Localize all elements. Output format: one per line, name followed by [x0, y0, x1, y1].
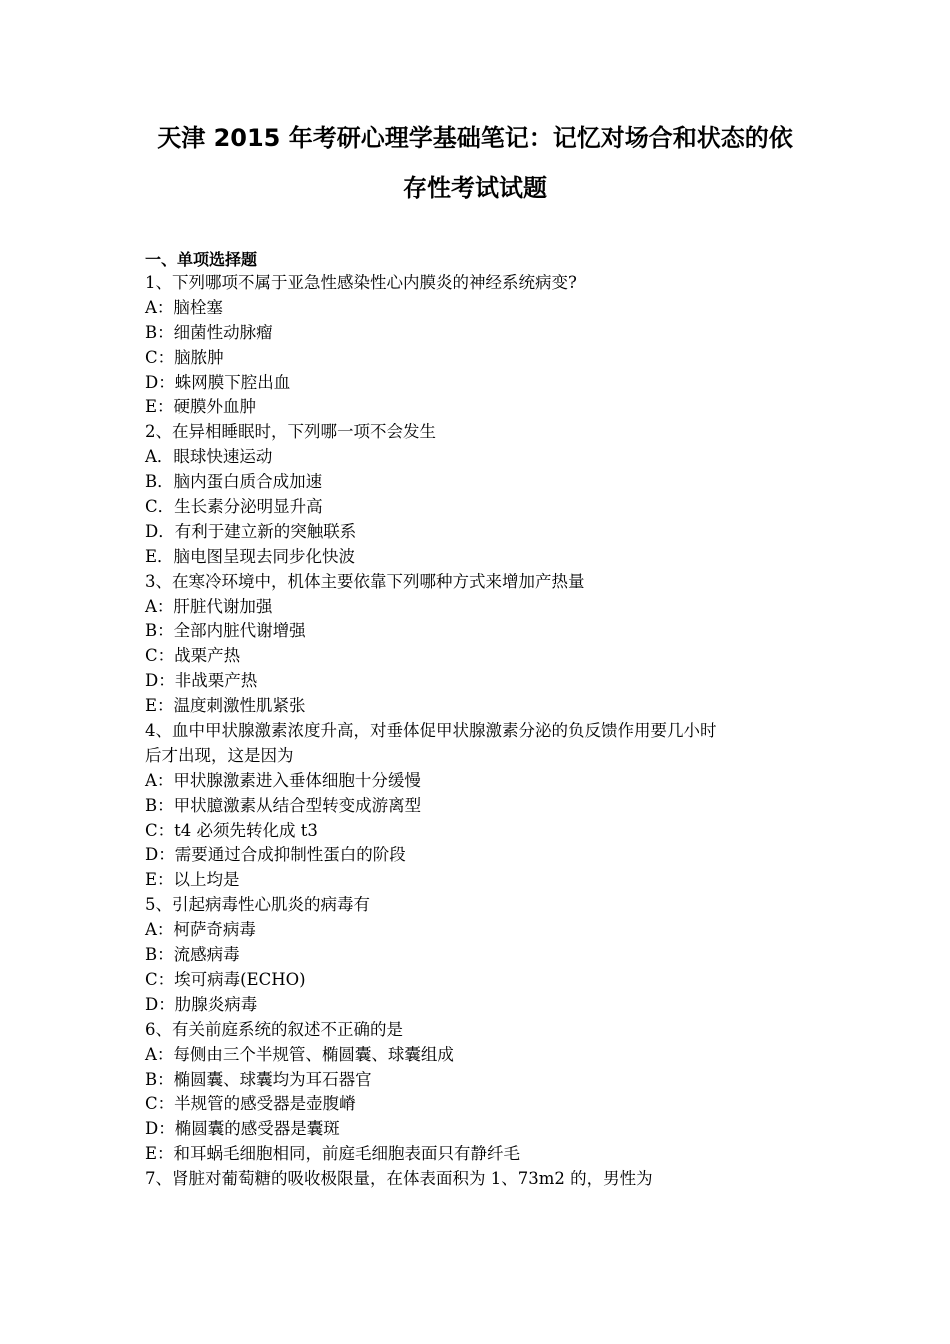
answer-option: D：非战栗产热 — [145, 671, 258, 691]
answer-option: E：以上均是 — [145, 870, 240, 890]
question-text: 1、下列哪项不属于亚急性感染性心内膜炎的神经系统病变? — [145, 273, 577, 292]
answer-option: D．有利于建立新的突触联系 — [145, 521, 357, 541]
answer-option: D：需要通过合成抑制性蛋白的阶段 — [145, 845, 406, 865]
question-text: 6、有关前庭系统的叙述不正确的是 — [145, 1019, 403, 1039]
document-title-line-1: 天津 2015 年考研心理学基础笔记：记忆对场合和状态的依 — [157, 124, 793, 152]
answer-option: A：每侧由三个半规管、椭圆囊、球囊组成 — [145, 1044, 454, 1064]
answer-option: A：甲状腺激素进入垂体细胞十分缓慢 — [145, 770, 421, 790]
answer-option: B．脑内蛋白质合成加速 — [145, 472, 323, 492]
answer-option: C：半规管的感受器是壶腹嵴 — [145, 1094, 356, 1114]
answer-option: D：蛛网膜下腔出血 — [145, 372, 291, 392]
question-text: 3、在寒冷环境中，机体主要依靠下列哪种方式来增加产热量 — [145, 571, 585, 591]
answer-option: E：和耳蜗毛细胞相同，前庭毛细胞表面只有静纤毛 — [145, 1144, 521, 1164]
document-title-line-2: 存性考试试题 — [403, 174, 547, 202]
question-text: 后才出现，这是因为 — [145, 745, 294, 765]
section-heading: 一、单项选择题 — [145, 250, 258, 269]
question-text: 7、肾脏对葡萄糖的吸收极限量，在体表面积为 1、73m2 的，男性为 — [145, 1169, 653, 1189]
answer-option: D：肋腺炎病毒 — [145, 994, 258, 1014]
answer-option: C：埃可病毒(ECHO) — [145, 969, 306, 989]
answer-option: A：柯萨奇病毒 — [145, 920, 256, 940]
answer-option: B：细菌性动脉瘤 — [145, 322, 273, 342]
question-text: 4、血中甲状腺激素浓度升高，对垂体促甲状腺激素分泌的负反馈作用要几小时 — [145, 721, 717, 741]
answer-option: B：流感病毒 — [145, 945, 240, 965]
answer-option: B：甲状臆激素从结合型转变成游离型 — [145, 795, 422, 815]
answer-option: E：温度刺激性肌紧张 — [145, 696, 306, 716]
answer-option: A．眼球快速运动 — [145, 447, 273, 467]
answer-option: C．生长素分泌明显升高 — [145, 497, 323, 517]
answer-option: B：全部内脏代谢增强 — [145, 621, 306, 641]
question-text: 5、引起病毒性心肌炎的病毒有 — [145, 895, 370, 915]
answer-option: D：椭圆囊的感受器是囊斑 — [145, 1119, 340, 1139]
answer-option: C：战栗产热 — [145, 646, 241, 666]
answer-option: E．脑电图呈现去同步化快波 — [145, 546, 356, 566]
question-list — [145, 271, 825, 1192]
answer-option: C：脑脓肿 — [145, 347, 224, 367]
answer-option: B：椭圆囊、球囊均为耳石器官 — [145, 1069, 372, 1089]
answer-option: A：肝脏代谢加强 — [145, 596, 273, 616]
answer-option: C：t4 必须先转化成 t3 — [145, 820, 318, 840]
answer-option: A：脑栓塞 — [145, 297, 223, 317]
question-text: 2、在异相睡眠时，下列哪一项不会发生 — [145, 422, 436, 442]
answer-option: E：硬膜外血肿 — [145, 397, 257, 417]
